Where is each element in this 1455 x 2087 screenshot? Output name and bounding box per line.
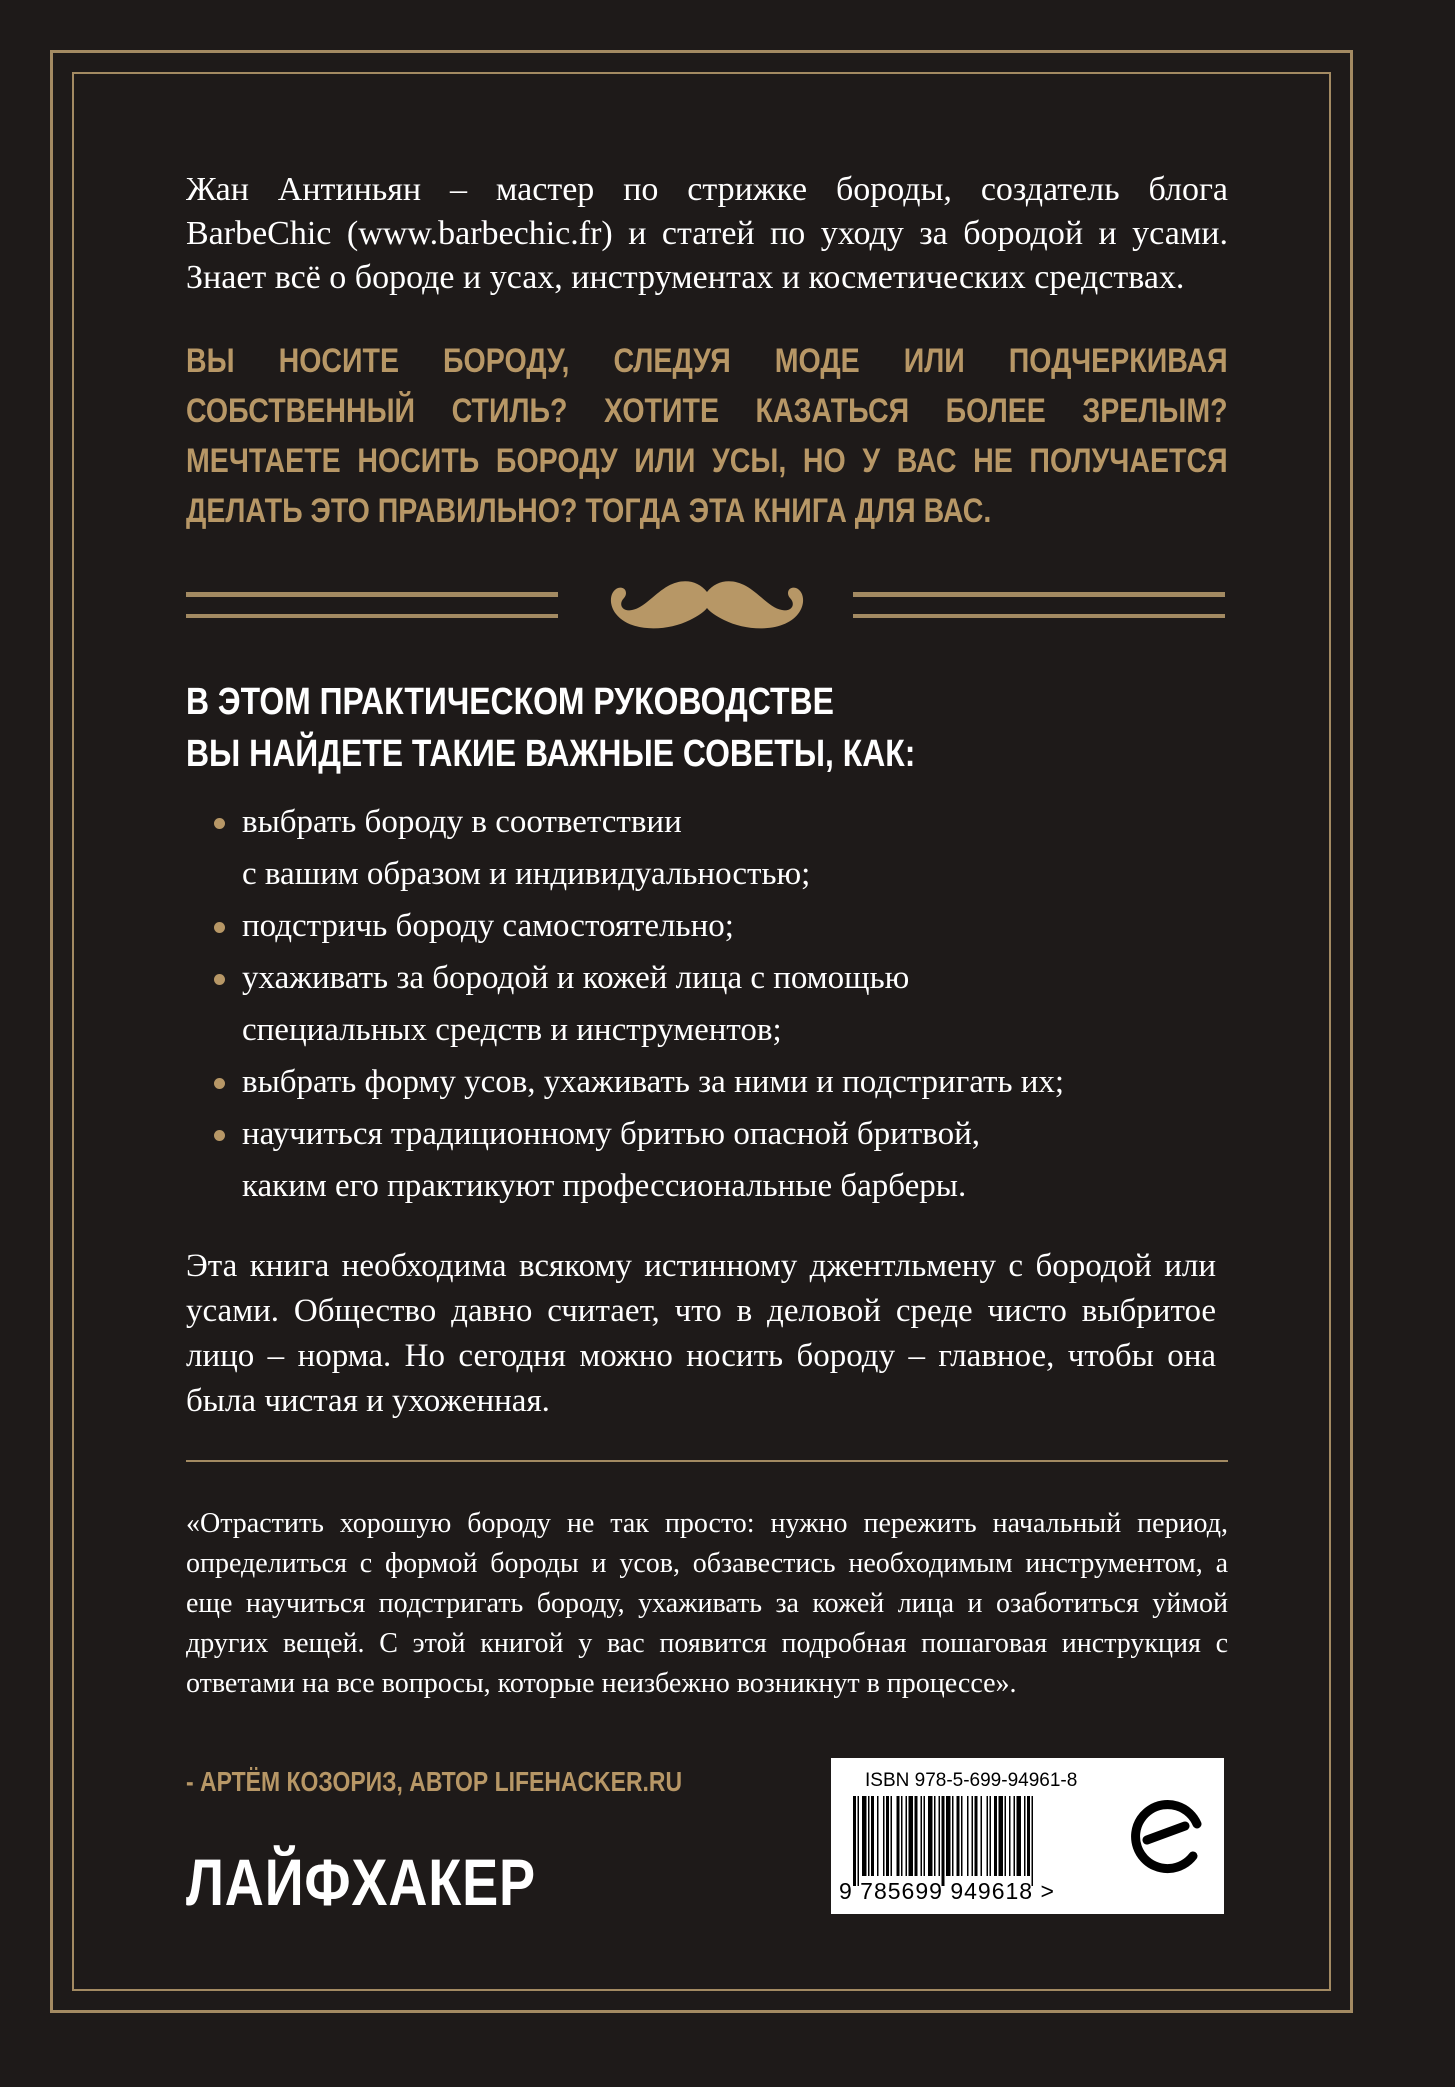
divider-rule-left-lower <box>186 614 558 618</box>
barcode-bar <box>1017 1796 1022 1876</box>
barcode-bar <box>906 1796 908 1876</box>
barcode-bar <box>1032 1796 1034 1886</box>
list-item <box>186 796 1246 900</box>
barcode-bar <box>1027 1796 1030 1876</box>
tip-line: научиться традиционному бритью опасной бритвой, <box>242 1116 980 1152</box>
divider-rule-right-lower <box>853 614 1225 618</box>
barcode-bar <box>1014 1796 1016 1876</box>
barcode-bar <box>957 1796 960 1876</box>
barcode-bar <box>877 1796 879 1876</box>
barcode-bar <box>868 1796 870 1876</box>
author-bio-line: Знает всё о бороде и усах, инструментах и косметических средствах. <box>186 259 1185 296</box>
tip-line: подстричь бороду самостоятельно; <box>242 908 734 944</box>
guide-heading <box>186 676 915 780</box>
barcode-bar <box>994 1796 997 1876</box>
barcode-digits: 9 785699 949618 > <box>839 1878 1055 1904</box>
barcode-bar <box>999 1796 1004 1876</box>
barcode-bar <box>1024 1796 1026 1876</box>
barcode-bar <box>909 1796 914 1876</box>
bullet-icon <box>214 1130 225 1141</box>
bullet-icon <box>214 974 225 985</box>
guide-heading-line: ВЫ НАЙДЕТЕ ТАКИЕ ВАЖНЫЕ СОВЕТЫ, КАК: <box>186 733 916 775</box>
bullet-icon <box>214 1078 225 1089</box>
barcode-bar <box>928 1796 933 1876</box>
bullet-icon <box>214 818 225 829</box>
author-bio-line: BarbeChic (www.barbechic.fr) и статей по уходу за бородой и усами. <box>186 215 1228 252</box>
barcode-bar <box>921 1796 923 1876</box>
quote-author: - АРТЁМ КОЗОРИЗ, АВТОР LIFEHACKER.RU <box>186 1766 683 1797</box>
list-item <box>186 1108 1246 1212</box>
barcode-bar <box>967 1796 969 1876</box>
list-item <box>186 952 1246 1056</box>
barcode-bar <box>972 1796 974 1876</box>
tips-list <box>186 796 1246 1212</box>
barcode-bar <box>853 1796 856 1886</box>
barcode-bar <box>952 1796 954 1876</box>
tip-line: с вашим образом и индивидуальностью; <box>242 856 811 892</box>
tip-line: выбрать форму усов, ухаживать за ними и подстригать их; <box>242 1064 1065 1100</box>
barcode-bar <box>1005 1796 1007 1876</box>
tagline: ВЫ НОСИТЕ БОРОДУ, СЛЕДУЯ МОДЕ ИЛИ ПОДЧЕРКИВАЯ СОБСТВЕННЫЙ СТИЛЬ? ХОТИТЕ КАЗАТЬСЯ БОЛЕЕ ЗРЕЛЫМ? МЕЧТАЕТЕ НОСИТЬ БОРОДУ ИЛИ УСЫ, НО У ВАС НЕ ПОЛУЧАЕТСЯ ДЕЛАТЬ ЭТО ПРАВИЛЬНО? ТОГДА ЭТА КНИГА ДЛЯ ВАС. <box>186 342 1228 530</box>
barcode-icon <box>851 1796 1103 1886</box>
barcode-bar <box>886 1796 889 1876</box>
barcode-bar <box>862 1796 867 1876</box>
barcode-bar <box>990 1796 992 1876</box>
author-bio-line: Жан Антиньян – мастер по стрижке бороды, создатель блога <box>186 171 1228 208</box>
divider-rule-right <box>853 592 1225 597</box>
barcode-panel <box>831 1758 1224 1914</box>
barcode-bar <box>961 1796 963 1876</box>
barcode-bar <box>897 1796 900 1876</box>
isbn-label: ISBN 978-5-699-94961-8 <box>865 1770 1078 1791</box>
book-description: Эта книга необходима всякому истинному джентльмену с бородой или усами. Общество давно считает, что в деловой среде чисто выбритое лицо – норма. Но сегодня можно носить бороду – главное, чтобы она была чистая и ухоженная. <box>186 1248 1216 1419</box>
section-divider <box>186 1460 1228 1462</box>
barcode-bar <box>975 1796 978 1876</box>
barcode-bar <box>942 1796 945 1886</box>
barcode-bar <box>883 1796 885 1876</box>
tip-line: каким его практикуют профессиональные барберы. <box>242 1168 967 1204</box>
barcode-bar <box>981 1796 983 1876</box>
divider-rule-left <box>186 592 558 597</box>
barcode-bar <box>858 1796 860 1886</box>
review-quote: «Отрастить хорошую бороду не так просто: нужно пережить начальный период, определиться с формой бороды и усов, обзавестись необходимым инструментом, а еще научиться подстригать бороду, ухаживать за кожей лица и озаботиться уймой других вещей. С этой книгой у вас появится подробная пошаговая инструкция с ответами на все вопросы, которые неизбежно возникнут в процессе». <box>186 1508 1228 1699</box>
barcode-bar <box>871 1796 874 1876</box>
author-bio <box>186 168 1228 300</box>
list-item <box>186 900 1246 952</box>
bullet-icon <box>214 922 225 933</box>
tip-line: выбрать бороду в соответствии <box>242 804 682 840</box>
barcode-bar <box>946 1796 951 1876</box>
barcode-bar <box>987 1796 989 1876</box>
barcode-bar <box>924 1796 926 1876</box>
barcode-bar <box>915 1796 918 1876</box>
mustache-icon <box>606 574 808 636</box>
barcode-bar <box>939 1796 941 1876</box>
lifehacker-logo: ЛАЙФХАКЕР <box>186 1845 536 1919</box>
barcode-bar <box>1009 1796 1011 1876</box>
publisher-e-logo-icon <box>1127 1796 1207 1876</box>
list-item <box>186 1056 1246 1108</box>
barcode-bar <box>891 1796 893 1876</box>
guide-heading-line: В ЭТОМ ПРАКТИЧЕСКОМ РУКОВОДСТВЕ <box>186 681 834 723</box>
barcode-bar <box>901 1796 903 1876</box>
tip-line: специальных средств и инструментов; <box>242 1012 782 1048</box>
tip-line: ухаживать за бородой и кожей лица с помощью <box>242 960 910 996</box>
barcode-bar <box>934 1796 936 1876</box>
